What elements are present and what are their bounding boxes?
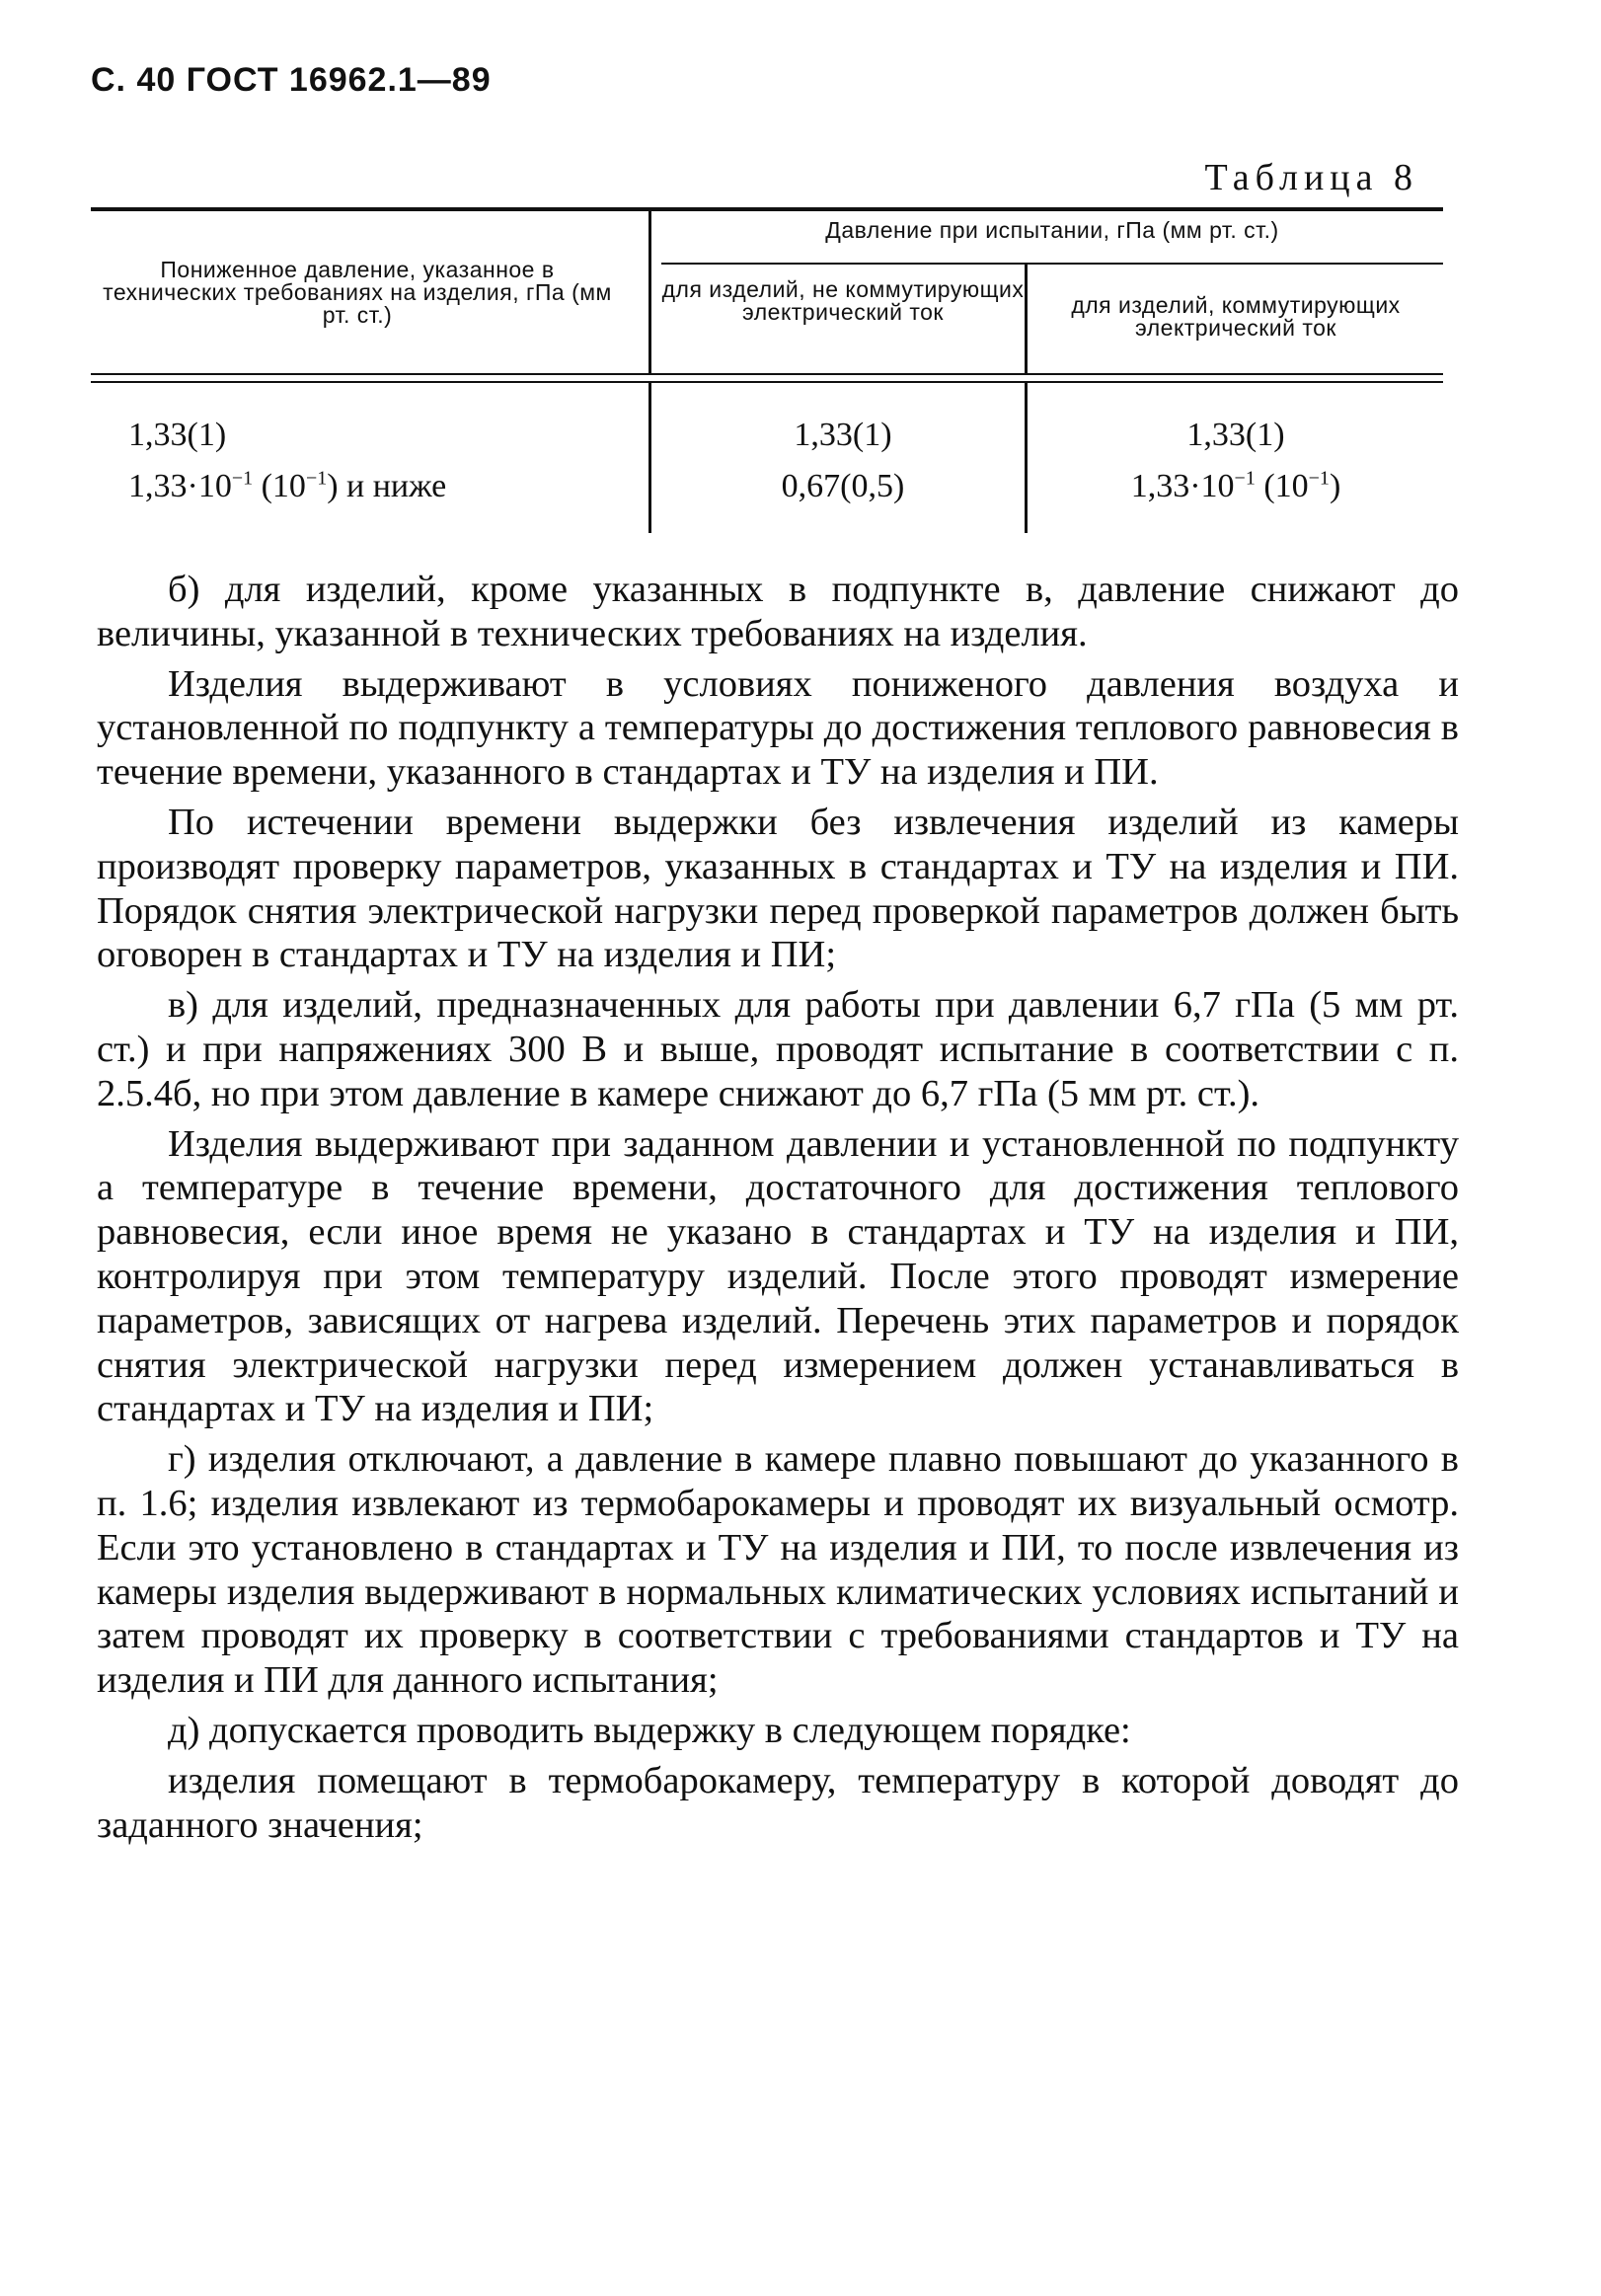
paragraph: По истечении времени выдержки без извлечения изделий из камеры производят проверку параметров, указанных в стандартах и ТУ на изделия и ПИ. Порядок снятия электрической нагрузки перед проверкой параметров должен быть оговорен в стандартах и ТУ на изделия и ПИ;: [97, 801, 1459, 976]
table-divider: [648, 383, 651, 533]
table-cell: 1,33(1): [1186, 417, 1285, 453]
table-header-rule-double: [91, 381, 1443, 383]
table-cell: 1,33(1): [128, 417, 227, 453]
paragraph: Изделия выдерживают при заданном давлении и установленной по подпункту а температуре в течение времени, достаточного для достижения теплового равновесия, если иное время не указано в стандартах и ТУ на изделия и ПИ, контролируя при этом температуру изделий. После этого проводят измерение параметров, зависящих от нагрева изделий. Перечень этих параметров и порядок снятия электрической нагрузки перед измерением должен устанавливаться в стандартах и ТУ на изделия и ПИ;: [97, 1122, 1459, 1430]
paragraph: б) для изделий, кроме указанных в подпункте в, давление снижают до величины, указанной в технических требованиях на изделия.: [97, 569, 1459, 654]
table-cell: 0,67(0,5): [781, 468, 905, 504]
column-header-non-switching: для изделий, не коммутирующих электрический ток: [661, 276, 1025, 325]
paragraph: изделия помещают в термобарокамеру, температуру в которой доводят до заданного значения;: [97, 1759, 1459, 1846]
table-column-non-switching: [661, 410, 1025, 512]
paragraph: г) изделия отключают, а давление в камере плавно повышают до указанного в п. 1.6; изделия извлекают из термобарокамеры и проводят их визуальный осмотр. Если это установлено в стандартах и ТУ на изделия и ПИ, то после извлечения из камеры изделия выдерживают в нормальных климатических условиях испытаний и затем проводят их проверку в соответствии с требованиями стандартов и ТУ на изделия и ПИ для данного испытания;: [97, 1438, 1459, 1702]
paragraph: в) для изделий, предназначенных для работы при давлении 6,7 гПа (5 мм рт. ст.) и при напряжениях 300 В и выше, проводят испытание в соответствии с п. 2.5.4б, но при этом давление в камере снижают до 6,7 гПа (5 мм рт. ст.).: [97, 984, 1459, 1114]
page-header: С. 40 ГОСТ 16962.1—89: [91, 61, 492, 99]
table-header-rule: [91, 373, 1443, 375]
table-divider: [648, 211, 651, 373]
table-column-switching: [1029, 410, 1443, 512]
table-cell: $1,33\cdot 10^{-1}$ $(10^{-1})$ и ниже: [128, 467, 447, 504]
table-group-rule: [661, 263, 1443, 265]
paragraph: д) допускается проводить выдержку в следующем порядке:: [168, 1709, 1131, 1751]
column-header-switching: для изделий, коммутирующих электрический ток: [1071, 292, 1401, 341]
table-divider: [1025, 265, 1028, 373]
table-column-reduced-pressure: [128, 410, 446, 512]
pressure-table: [91, 207, 1443, 533]
table-top-rule: [91, 207, 1443, 211]
paragraph: Изделия выдерживают в условиях пониженого давления воздуха и установленной по подпункту а температуры до достижения теплового равновесия в течение времени, указанного в стандартах и ТУ на изделия и ПИ.: [97, 662, 1459, 794]
table-cell: 1,33(1): [794, 417, 892, 453]
column-header-reduced-pressure: Пониженное давление, указанное в технических требованиях на изделия, гПа (мм рт. ст.): [103, 257, 612, 328]
body-text: [97, 568, 1459, 1847]
table-title: Таблица 8: [1204, 157, 1418, 198]
table-divider: [1025, 383, 1028, 533]
column-group-header-test-pressure: Давление при испытании, гПа (мм рт. ст.): [825, 217, 1279, 243]
table-cell: $1,33\cdot 10^{-1}$ $(10^{-1})$: [1130, 467, 1341, 504]
